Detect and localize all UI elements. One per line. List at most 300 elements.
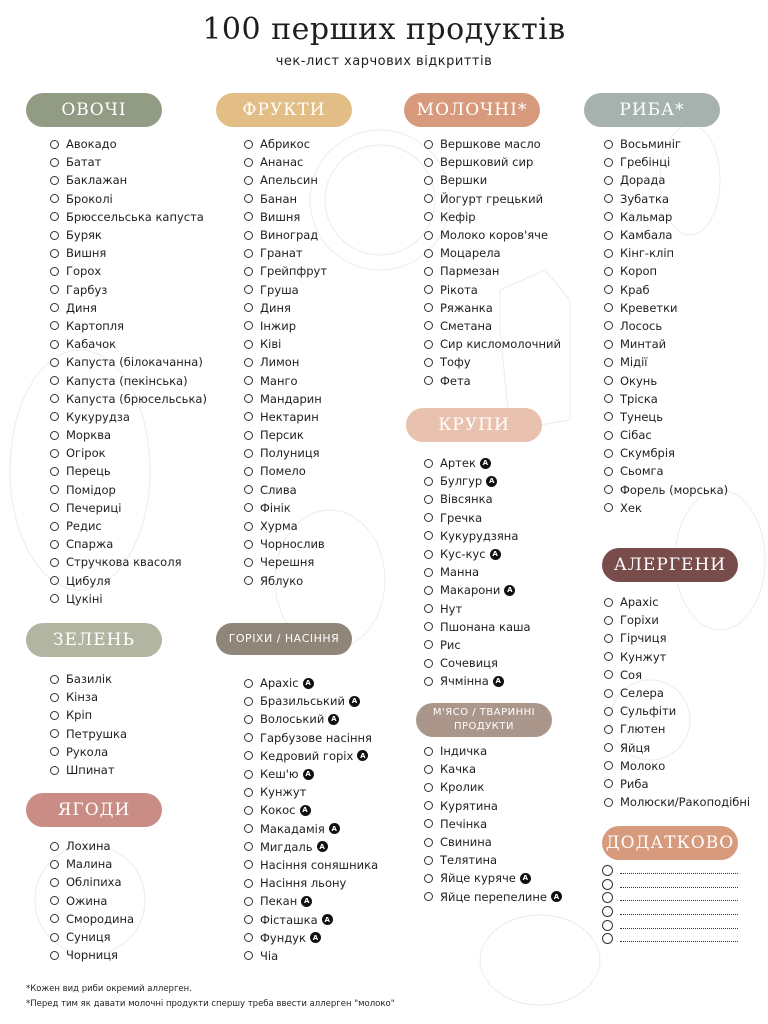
checkbox-circle[interactable] bbox=[604, 689, 613, 698]
checkbox-circle[interactable] bbox=[50, 711, 59, 720]
checkbox-circle[interactable] bbox=[50, 449, 59, 458]
checkbox-circle[interactable] bbox=[50, 540, 59, 549]
checklist-item-fruits[interactable] bbox=[244, 190, 327, 208]
checklist-item-nuts[interactable] bbox=[244, 674, 378, 692]
checkbox-circle[interactable] bbox=[50, 766, 59, 775]
checklist-item-fish[interactable] bbox=[604, 299, 728, 317]
checklist-item-greens[interactable] bbox=[50, 706, 127, 724]
checklist-item-berries[interactable] bbox=[50, 855, 134, 873]
extra-blank-line[interactable] bbox=[602, 918, 738, 932]
extra-blank-line[interactable] bbox=[602, 891, 738, 905]
checkbox-circle[interactable] bbox=[424, 376, 433, 385]
checkbox-circle[interactable] bbox=[424, 531, 433, 540]
checkbox-circle[interactable] bbox=[424, 783, 433, 792]
checkbox-circle[interactable] bbox=[50, 321, 59, 330]
checklist-item-berries[interactable] bbox=[50, 946, 134, 964]
checklist-item-nuts[interactable] bbox=[244, 856, 378, 874]
checkbox-circle[interactable] bbox=[424, 838, 433, 847]
checkbox-circle[interactable] bbox=[424, 140, 433, 149]
checkbox-circle[interactable] bbox=[50, 303, 59, 312]
checklist-item-nuts[interactable] bbox=[244, 820, 378, 838]
checkbox-circle[interactable] bbox=[244, 860, 253, 869]
checklist-item-allergens[interactable] bbox=[604, 666, 750, 684]
checkbox-circle[interactable] bbox=[604, 431, 613, 440]
checklist-item-vegetables[interactable] bbox=[50, 590, 207, 608]
checklist-item-allergens[interactable] bbox=[604, 629, 750, 647]
checklist-item-fish[interactable] bbox=[604, 426, 728, 444]
checklist-item-grains[interactable] bbox=[424, 509, 531, 527]
checklist-item-fruits[interactable] bbox=[244, 408, 327, 426]
checkbox-circle[interactable] bbox=[424, 765, 433, 774]
checklist-item-meat[interactable] bbox=[424, 778, 562, 796]
checkbox-circle[interactable] bbox=[424, 477, 433, 486]
checkbox-circle[interactable] bbox=[244, 733, 253, 742]
checkbox-circle[interactable] bbox=[604, 140, 613, 149]
checkbox-circle[interactable] bbox=[604, 743, 613, 752]
checklist-item-fish[interactable] bbox=[604, 262, 728, 280]
checkbox-circle[interactable] bbox=[604, 158, 613, 167]
checkbox-circle[interactable] bbox=[602, 865, 613, 876]
checklist-item-fish[interactable] bbox=[604, 353, 728, 371]
checkbox-circle[interactable] bbox=[244, 751, 253, 760]
checklist-item-fruits[interactable] bbox=[244, 262, 327, 280]
checkbox-circle[interactable] bbox=[602, 920, 613, 931]
checklist-item-fish[interactable] bbox=[604, 226, 728, 244]
checklist-item-fruits[interactable] bbox=[244, 353, 327, 371]
checklist-item-vegetables[interactable] bbox=[50, 408, 207, 426]
checkbox-circle[interactable] bbox=[244, 412, 253, 421]
checklist-item-meat[interactable] bbox=[424, 869, 562, 887]
checkbox-circle[interactable] bbox=[50, 231, 59, 240]
checkbox-circle[interactable] bbox=[424, 459, 433, 468]
checklist-item-nuts[interactable] bbox=[244, 765, 378, 783]
checkbox-circle[interactable] bbox=[604, 376, 613, 385]
checkbox-circle[interactable] bbox=[244, 879, 253, 888]
checkbox-circle[interactable] bbox=[50, 394, 59, 403]
checkbox-circle[interactable] bbox=[604, 231, 613, 240]
checklist-item-fruits[interactable] bbox=[244, 226, 327, 244]
checkbox-circle[interactable] bbox=[604, 670, 613, 679]
checklist-item-berries[interactable] bbox=[50, 837, 134, 855]
checklist-item-vegetables[interactable] bbox=[50, 299, 207, 317]
checkbox-circle[interactable] bbox=[244, 267, 253, 276]
checkbox-circle[interactable] bbox=[604, 779, 613, 788]
checkbox-circle[interactable] bbox=[244, 503, 253, 512]
checkbox-circle[interactable] bbox=[50, 176, 59, 185]
checklist-item-nuts[interactable] bbox=[244, 783, 378, 801]
checklist-item-grains[interactable] bbox=[424, 490, 531, 508]
checkbox-circle[interactable] bbox=[424, 874, 433, 883]
checkbox-circle[interactable] bbox=[244, 897, 253, 906]
checkbox-circle[interactable] bbox=[244, 842, 253, 851]
checkbox-circle[interactable] bbox=[244, 340, 253, 349]
checklist-item-dairy[interactable] bbox=[424, 171, 561, 189]
checkbox-circle[interactable] bbox=[50, 558, 59, 567]
checkbox-circle[interactable] bbox=[424, 212, 433, 221]
checkbox-circle[interactable] bbox=[424, 659, 433, 668]
extra-blank-line[interactable] bbox=[602, 905, 738, 919]
checkbox-circle[interactable] bbox=[244, 540, 253, 549]
checkbox-circle[interactable] bbox=[424, 801, 433, 810]
checkbox-circle[interactable] bbox=[604, 707, 613, 716]
checklist-item-fruits[interactable] bbox=[244, 135, 327, 153]
checkbox-circle[interactable] bbox=[424, 513, 433, 522]
checklist-item-vegetables[interactable] bbox=[50, 190, 207, 208]
checkbox-circle[interactable] bbox=[50, 878, 59, 887]
checklist-item-dairy[interactable] bbox=[424, 226, 561, 244]
checkbox-circle[interactable] bbox=[50, 522, 59, 531]
checklist-item-fruits[interactable] bbox=[244, 208, 327, 226]
checkbox-circle[interactable] bbox=[244, 951, 253, 960]
checkbox-circle[interactable] bbox=[244, 285, 253, 294]
checklist-item-greens[interactable] bbox=[50, 688, 127, 706]
checklist-item-grains[interactable] bbox=[424, 563, 531, 581]
checklist-item-nuts[interactable] bbox=[244, 710, 378, 728]
checklist-item-grains[interactable] bbox=[424, 600, 531, 618]
checkbox-circle[interactable] bbox=[602, 933, 613, 944]
checklist-item-fish[interactable] bbox=[604, 371, 728, 389]
checkbox-circle[interactable] bbox=[50, 675, 59, 684]
checkbox-circle[interactable] bbox=[50, 503, 59, 512]
checkbox-circle[interactable] bbox=[604, 725, 613, 734]
checklist-item-meat[interactable] bbox=[424, 815, 562, 833]
checklist-item-allergens[interactable] bbox=[604, 702, 750, 720]
checkbox-circle[interactable] bbox=[244, 576, 253, 585]
checkbox-circle[interactable] bbox=[50, 933, 59, 942]
checkbox-circle[interactable] bbox=[424, 640, 433, 649]
checklist-item-grains[interactable] bbox=[424, 672, 531, 690]
checkbox-circle[interactable] bbox=[424, 158, 433, 167]
checklist-item-fruits[interactable] bbox=[244, 517, 327, 535]
checklist-item-nuts[interactable] bbox=[244, 692, 378, 710]
checklist-item-fruits[interactable] bbox=[244, 171, 327, 189]
checklist-item-grains[interactable] bbox=[424, 545, 531, 563]
checklist-item-greens[interactable] bbox=[50, 743, 127, 761]
checklist-item-fruits[interactable] bbox=[244, 481, 327, 499]
checklist-item-vegetables[interactable] bbox=[50, 572, 207, 590]
checkbox-circle[interactable] bbox=[244, 231, 253, 240]
checklist-item-vegetables[interactable] bbox=[50, 371, 207, 389]
checklist-item-dairy[interactable] bbox=[424, 335, 561, 353]
checkbox-circle[interactable] bbox=[244, 933, 253, 942]
checklist-item-fish[interactable] bbox=[604, 390, 728, 408]
checklist-item-dairy[interactable] bbox=[424, 153, 561, 171]
checklist-item-meat[interactable] bbox=[424, 797, 562, 815]
checklist-item-fruits[interactable] bbox=[244, 499, 327, 517]
extra-blank-line[interactable] bbox=[602, 864, 738, 878]
checklist-item-fish[interactable] bbox=[604, 208, 728, 226]
checkbox-circle[interactable] bbox=[50, 412, 59, 421]
checkbox-circle[interactable] bbox=[424, 285, 433, 294]
checklist-item-grains[interactable] bbox=[424, 472, 531, 490]
checklist-item-fruits[interactable] bbox=[244, 371, 327, 389]
checklist-item-fish[interactable] bbox=[604, 171, 728, 189]
checklist-item-fish[interactable] bbox=[604, 408, 728, 426]
checklist-item-fruits[interactable] bbox=[244, 335, 327, 353]
checklist-item-vegetables[interactable] bbox=[50, 535, 207, 553]
checklist-item-vegetables[interactable] bbox=[50, 353, 207, 371]
checkbox-circle[interactable] bbox=[244, 194, 253, 203]
checklist-item-grains[interactable] bbox=[424, 618, 531, 636]
checkbox-circle[interactable] bbox=[604, 340, 613, 349]
checkbox-circle[interactable] bbox=[50, 267, 59, 276]
checkbox-circle[interactable] bbox=[50, 376, 59, 385]
checkbox-circle[interactable] bbox=[602, 879, 613, 890]
checklist-item-fish[interactable] bbox=[604, 281, 728, 299]
checkbox-circle[interactable] bbox=[50, 896, 59, 905]
checklist-item-dairy[interactable] bbox=[424, 190, 561, 208]
checklist-item-vegetables[interactable] bbox=[50, 481, 207, 499]
checkbox-circle[interactable] bbox=[604, 303, 613, 312]
checklist-item-nuts[interactable] bbox=[244, 838, 378, 856]
checklist-item-dairy[interactable] bbox=[424, 353, 561, 371]
checklist-item-meat[interactable] bbox=[424, 851, 562, 869]
checklist-item-allergens[interactable] bbox=[604, 611, 750, 629]
checklist-item-allergens[interactable] bbox=[604, 757, 750, 775]
checklist-item-meat[interactable] bbox=[424, 760, 562, 778]
checklist-item-vegetables[interactable] bbox=[50, 244, 207, 262]
checkbox-circle[interactable] bbox=[424, 249, 433, 258]
checkbox-circle[interactable] bbox=[424, 303, 433, 312]
checkbox-circle[interactable] bbox=[424, 622, 433, 631]
checklist-item-nuts[interactable] bbox=[244, 892, 378, 910]
checkbox-circle[interactable] bbox=[50, 212, 59, 221]
checklist-item-vegetables[interactable] bbox=[50, 462, 207, 480]
checkbox-circle[interactable] bbox=[50, 194, 59, 203]
checklist-item-meat[interactable] bbox=[424, 742, 562, 760]
checklist-item-fruits[interactable] bbox=[244, 317, 327, 335]
extra-blank-line[interactable] bbox=[602, 932, 738, 946]
checkbox-circle[interactable] bbox=[604, 285, 613, 294]
checkbox-circle[interactable] bbox=[244, 376, 253, 385]
checkbox-circle[interactable] bbox=[604, 598, 613, 607]
checkbox-circle[interactable] bbox=[424, 677, 433, 686]
checkbox-circle[interactable] bbox=[50, 951, 59, 960]
checklist-item-grains[interactable] bbox=[424, 454, 531, 472]
checkbox-circle[interactable] bbox=[424, 340, 433, 349]
checklist-item-meat[interactable] bbox=[424, 833, 562, 851]
checkbox-circle[interactable] bbox=[604, 798, 613, 807]
checkbox-circle[interactable] bbox=[424, 856, 433, 865]
checkbox-circle[interactable] bbox=[604, 412, 613, 421]
checkbox-circle[interactable] bbox=[604, 321, 613, 330]
checklist-item-fruits[interactable] bbox=[244, 153, 327, 171]
extra-blank-line[interactable] bbox=[602, 878, 738, 892]
checkbox-circle[interactable] bbox=[50, 358, 59, 367]
checkbox-circle[interactable] bbox=[602, 906, 613, 917]
checkbox-circle[interactable] bbox=[50, 842, 59, 851]
checkbox-circle[interactable] bbox=[244, 679, 253, 688]
checklist-item-fruits[interactable] bbox=[244, 390, 327, 408]
checkbox-circle[interactable] bbox=[50, 576, 59, 585]
checklist-item-berries[interactable] bbox=[50, 928, 134, 946]
checkbox-circle[interactable] bbox=[604, 449, 613, 458]
checklist-item-grains[interactable] bbox=[424, 527, 531, 545]
checklist-item-allergens[interactable] bbox=[604, 793, 750, 811]
checklist-item-fish[interactable] bbox=[604, 499, 728, 517]
checklist-item-vegetables[interactable] bbox=[50, 281, 207, 299]
checkbox-circle[interactable] bbox=[50, 485, 59, 494]
checklist-item-fruits[interactable] bbox=[244, 281, 327, 299]
checklist-item-vegetables[interactable] bbox=[50, 226, 207, 244]
checkbox-circle[interactable] bbox=[50, 693, 59, 702]
checkbox-circle[interactable] bbox=[244, 449, 253, 458]
checklist-item-dairy[interactable] bbox=[424, 317, 561, 335]
checklist-item-allergens[interactable] bbox=[604, 684, 750, 702]
checklist-item-fish[interactable] bbox=[604, 317, 728, 335]
checklist-item-grains[interactable] bbox=[424, 581, 531, 599]
checklist-item-dairy[interactable] bbox=[424, 371, 561, 389]
checklist-item-allergens[interactable] bbox=[604, 739, 750, 757]
checkbox-circle[interactable] bbox=[244, 140, 253, 149]
checklist-item-vegetables[interactable] bbox=[50, 499, 207, 517]
checklist-item-fish[interactable] bbox=[604, 153, 728, 171]
checkbox-circle[interactable] bbox=[604, 485, 613, 494]
checklist-item-vegetables[interactable] bbox=[50, 208, 207, 226]
checkbox-circle[interactable] bbox=[50, 285, 59, 294]
checkbox-circle[interactable] bbox=[604, 616, 613, 625]
checklist-item-greens[interactable] bbox=[50, 725, 127, 743]
checkbox-circle[interactable] bbox=[604, 194, 613, 203]
checklist-item-dairy[interactable] bbox=[424, 262, 561, 280]
checklist-item-vegetables[interactable] bbox=[50, 517, 207, 535]
checkbox-circle[interactable] bbox=[244, 158, 253, 167]
checklist-item-nuts[interactable] bbox=[244, 729, 378, 747]
checkbox-circle[interactable] bbox=[424, 819, 433, 828]
checklist-item-greens[interactable] bbox=[50, 670, 127, 688]
checklist-item-berries[interactable] bbox=[50, 910, 134, 928]
checkbox-circle[interactable] bbox=[50, 860, 59, 869]
checklist-item-nuts[interactable] bbox=[244, 910, 378, 928]
checklist-item-nuts[interactable] bbox=[244, 801, 378, 819]
checkbox-circle[interactable] bbox=[50, 594, 59, 603]
checklist-item-grains[interactable] bbox=[424, 636, 531, 654]
checkbox-circle[interactable] bbox=[244, 358, 253, 367]
checkbox-circle[interactable] bbox=[604, 394, 613, 403]
checklist-item-vegetables[interactable] bbox=[50, 553, 207, 571]
checkbox-circle[interactable] bbox=[50, 467, 59, 476]
checkbox-circle[interactable] bbox=[424, 604, 433, 613]
checkbox-circle[interactable] bbox=[604, 249, 613, 258]
checkbox-circle[interactable] bbox=[50, 747, 59, 756]
checkbox-circle[interactable] bbox=[244, 824, 253, 833]
checklist-item-vegetables[interactable] bbox=[50, 335, 207, 353]
checklist-item-fish[interactable] bbox=[604, 462, 728, 480]
checkbox-circle[interactable] bbox=[424, 586, 433, 595]
checklist-item-greens[interactable] bbox=[50, 761, 127, 779]
checklist-item-vegetables[interactable] bbox=[50, 390, 207, 408]
checklist-item-nuts[interactable] bbox=[244, 947, 378, 965]
checklist-item-nuts[interactable] bbox=[244, 747, 378, 765]
checkbox-circle[interactable] bbox=[244, 176, 253, 185]
checkbox-circle[interactable] bbox=[244, 212, 253, 221]
checkbox-circle[interactable] bbox=[244, 303, 253, 312]
checklist-item-allergens[interactable] bbox=[604, 775, 750, 793]
checkbox-circle[interactable] bbox=[244, 485, 253, 494]
checkbox-circle[interactable] bbox=[604, 212, 613, 221]
checklist-item-fish[interactable] bbox=[604, 190, 728, 208]
checkbox-circle[interactable] bbox=[424, 495, 433, 504]
checklist-item-fruits[interactable] bbox=[244, 299, 327, 317]
checkbox-circle[interactable] bbox=[424, 747, 433, 756]
checkbox-circle[interactable] bbox=[604, 652, 613, 661]
checklist-item-vegetables[interactable] bbox=[50, 262, 207, 280]
checklist-item-grains[interactable] bbox=[424, 654, 531, 672]
checkbox-circle[interactable] bbox=[602, 892, 613, 903]
checklist-item-nuts[interactable] bbox=[244, 874, 378, 892]
checkbox-circle[interactable] bbox=[244, 806, 253, 815]
checkbox-circle[interactable] bbox=[244, 697, 253, 706]
checkbox-circle[interactable] bbox=[50, 158, 59, 167]
checkbox-circle[interactable] bbox=[244, 431, 253, 440]
checkbox-circle[interactable] bbox=[244, 249, 253, 258]
checklist-item-fruits[interactable] bbox=[244, 535, 327, 553]
checkbox-circle[interactable] bbox=[50, 140, 59, 149]
checklist-item-berries[interactable] bbox=[50, 892, 134, 910]
checkbox-circle[interactable] bbox=[424, 358, 433, 367]
checkbox-circle[interactable] bbox=[604, 358, 613, 367]
checklist-item-fruits[interactable] bbox=[244, 553, 327, 571]
checklist-item-vegetables[interactable] bbox=[50, 135, 207, 153]
checklist-item-fruits[interactable] bbox=[244, 572, 327, 590]
checklist-item-nuts[interactable] bbox=[244, 929, 378, 947]
checklist-item-allergens[interactable] bbox=[604, 593, 750, 611]
checkbox-circle[interactable] bbox=[604, 634, 613, 643]
checkbox-circle[interactable] bbox=[424, 176, 433, 185]
checkbox-circle[interactable] bbox=[50, 249, 59, 258]
checklist-item-fruits[interactable] bbox=[244, 244, 327, 262]
checklist-item-allergens[interactable] bbox=[604, 720, 750, 738]
checkbox-circle[interactable] bbox=[244, 770, 253, 779]
checklist-item-fish[interactable] bbox=[604, 135, 728, 153]
checkbox-circle[interactable] bbox=[604, 176, 613, 185]
checklist-item-vegetables[interactable] bbox=[50, 153, 207, 171]
checklist-item-vegetables[interactable] bbox=[50, 444, 207, 462]
checklist-item-fish[interactable] bbox=[604, 444, 728, 462]
checkbox-circle[interactable] bbox=[424, 568, 433, 577]
checkbox-circle[interactable] bbox=[50, 914, 59, 923]
checkbox-circle[interactable] bbox=[424, 267, 433, 276]
checkbox-circle[interactable] bbox=[604, 503, 613, 512]
checkbox-circle[interactable] bbox=[424, 550, 433, 559]
checkbox-circle[interactable] bbox=[244, 715, 253, 724]
checkbox-circle[interactable] bbox=[50, 729, 59, 738]
checkbox-circle[interactable] bbox=[604, 267, 613, 276]
checkbox-circle[interactable] bbox=[244, 915, 253, 924]
checkbox-circle[interactable] bbox=[424, 321, 433, 330]
checklist-item-fish[interactable] bbox=[604, 244, 728, 262]
checklist-item-dairy[interactable] bbox=[424, 135, 561, 153]
checklist-item-vegetables[interactable] bbox=[50, 317, 207, 335]
checkbox-circle[interactable] bbox=[50, 340, 59, 349]
checklist-item-vegetables[interactable] bbox=[50, 426, 207, 444]
checklist-item-fruits[interactable] bbox=[244, 426, 327, 444]
checklist-item-dairy[interactable] bbox=[424, 281, 561, 299]
checkbox-circle[interactable] bbox=[244, 558, 253, 567]
checklist-item-fish[interactable] bbox=[604, 481, 728, 499]
checkbox-circle[interactable] bbox=[424, 194, 433, 203]
checklist-item-fruits[interactable] bbox=[244, 462, 327, 480]
checkbox-circle[interactable] bbox=[244, 522, 253, 531]
checkbox-circle[interactable] bbox=[604, 467, 613, 476]
checkbox-circle[interactable] bbox=[244, 394, 253, 403]
checklist-item-meat[interactable] bbox=[424, 888, 562, 906]
checklist-item-berries[interactable] bbox=[50, 873, 134, 891]
checkbox-circle[interactable] bbox=[244, 321, 253, 330]
checklist-item-vegetables[interactable] bbox=[50, 171, 207, 189]
checklist-item-allergens[interactable] bbox=[604, 648, 750, 666]
checklist-item-dairy[interactable] bbox=[424, 299, 561, 317]
